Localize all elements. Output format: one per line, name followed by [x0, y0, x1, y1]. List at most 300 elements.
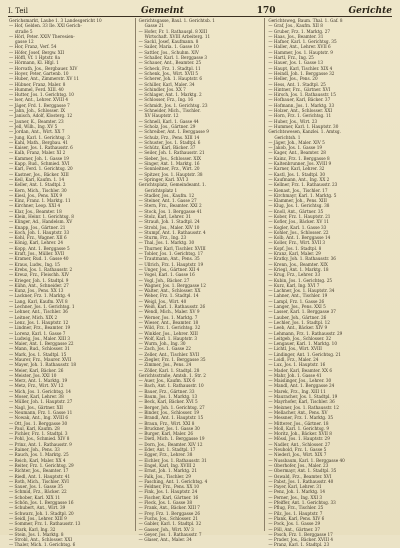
directory-entry: — Obermayr, Ant. 1. Stadtpl. 35 [268, 468, 337, 474]
directory-entry: — Thal, Jos. 1. Marktg. 30 [138, 240, 195, 246]
directory-entry: — Stark, Karl, Ing. 32 [9, 526, 56, 532]
directory-entry: — Hübner, Franz, Maler. 8 [9, 81, 66, 87]
directory-entry: — Kern, Mich., Tischler. 30 [9, 187, 67, 193]
directory-entry: — Meister, Jos. XXI 10 [9, 372, 57, 378]
directory-entry: — Frank, Ant., Bäcker. XIII 7 [138, 505, 200, 511]
directory-entry: — Keil, Karl, Kaufm. 1. 14 [9, 176, 65, 182]
directory-entry: Gerichtsplatz 1 [144, 187, 178, 193]
directory-entry: — Kramer, Rud. 1. Gasse 40 [9, 256, 69, 262]
directory-entry: — Lehmann, Frz. 1. Rathausstr. 29 [268, 330, 343, 336]
directory-entry: — Kienast, Jos., Tischler. 17 [268, 187, 328, 193]
directory-entry: — Metz, Frz., Wirt. XV 12 [9, 383, 64, 389]
directory-entry: — Krenn, Jos., Beamter. XIX [268, 261, 328, 267]
directory-entry: — Schindler, Jos. XX 7 [138, 86, 186, 92]
directory-entry: — Kolb, Ant. 1. Berggasse 14 [268, 235, 331, 241]
directory-entry: — Mellacher, Ant., Pens. XV [268, 409, 328, 415]
directory-entry: — Engel, Karl, Ing. XVIII 2 [138, 462, 196, 468]
directory-entry: — Klein, Heinr. 1. Gerichtsg. 8 [9, 213, 74, 219]
directory-entry: — Kraus, Ludw., Ing. 15 [9, 261, 60, 267]
directory-entry: — Scholz, Jos., Gärtner. 29 [138, 123, 196, 129]
directory-entry: — Lorenz, Karl. 1. Gasse 7 [9, 330, 66, 336]
directory-entry: — Kinz, Franz. 1. Marktg. 11 [9, 198, 71, 204]
directory-entry: — Mitterer, Jos., Gärtner. 18 [268, 420, 329, 426]
directory-entry: — Perner, Jos., Ing. XXI 3 [268, 494, 322, 500]
directory-entry: — Pilz, Jos. 1. Hauptstr. 7 [268, 510, 323, 516]
directory-entry: — Hummer, Karl. 1. Hauptstr. 30 [268, 123, 339, 129]
directory-entry: — Schwarz, Joh. 1. Stadtpl. 20 [9, 510, 74, 516]
directory-entry: — Sommer, Frz. 1. Rathausstr. 13 [9, 521, 81, 527]
directory-entry: — Leitner, Mich. XIX 2 [9, 314, 58, 320]
directory-entry: — Höffl, Vf. 1 Hptstr. 8a [9, 55, 60, 61]
directory-entry: — Jung, Karl. 1. Gerichtsg. 3 [9, 134, 70, 140]
directory-entry: — Hofbauer, Karl, Bäcker. 37 [268, 97, 331, 103]
directory-entry: — Neumann, Frz. 1. Gasse 11 [9, 409, 73, 415]
directory-entry: — Maurer, Frz., Maurer. XVII [9, 357, 72, 362]
directory-entry: — Schütz, Karl, Bäcker. 37 [138, 145, 196, 151]
directory-entry: — Baum, Jos. 1. Marktg. 13 [138, 394, 198, 400]
directory-entry: — Richter, Jos., Beamter. 17 [9, 468, 69, 474]
directory-entry: — Kofler, Jos., Bäcker. XV 11 [268, 219, 330, 225]
directory-entry: — Strobl, Ant., Schlosser. XXI [9, 537, 73, 543]
directory-entry: — Thaler, Mich. 1. Gerichtsg. 6 [9, 542, 76, 548]
directory-entry: — Hof, Gelden. 33 Ile. XXI Gerich- [9, 23, 82, 29]
directory-entry: — Kopf, Jos. 1. Stadtpl. 8 [268, 245, 322, 251]
directory-entry: — Falk, Jos., Tischler. 29 [138, 473, 191, 479]
directory-entry: — Mann, Rud., Schlosser. 31 [9, 346, 70, 352]
directory-entry: — Jäger, Joh., Maler. XIV 5 [268, 139, 325, 145]
directory-entry: — Höfer, Josef, Bergw. XII [9, 49, 65, 55]
directory-entry: — Lenz, Jos. 1. Hauptstr. 12 [9, 319, 69, 325]
directory-entry: — Sonnleitner, Frz., Wirt. 20 [138, 166, 200, 172]
directory-entry: — Ziegler, Frz. 1. Berggasse 35 [138, 357, 206, 362]
directory-entry: — Lasser, Karl. 1. Berggasse 37 [268, 309, 336, 315]
directory-entry: — Moritz, Joh., Bäcker. XVII 8 [268, 431, 332, 437]
directory-entry: — Pflug, Frz., Tischler. 25 [268, 505, 324, 511]
directory-entry: — Kalb, Franz, Maler. XI 2 [9, 150, 66, 156]
directory-entry: — Schmidt, Jos. 1. Gerichtsg. 23 [138, 102, 208, 108]
directory-entry: — Graf, Jos., Kaufm. XII 8 [268, 23, 323, 29]
directory-entry: — Krieger, Joh. 1. Stadtpl. 9 [9, 277, 69, 283]
directory-entry: — Jahn, Joh., Schlosser. IX [9, 108, 66, 114]
directory-entry: — Stock, Jos. 1. Berggasse 41 [138, 208, 202, 214]
directory-entry: — Weigl, Jos., Wirt. 40 [138, 298, 187, 304]
directory-entry: — Oberhofer, Jos., Maler. 23 [268, 462, 329, 468]
directory-entry: — Klinger, Ad., Handelsm. XV [9, 219, 73, 225]
directory-entry: — Fischer, Karl, Gärtner. 16 [138, 494, 199, 500]
directory-entry: — Ullrich, Frz. 1. Hauptstr. 19 [138, 261, 204, 267]
directory-entry: — Fuchs, Jos., Schlosser. 21 [138, 515, 199, 521]
directory-entry: — Rainer, Joh., Pens. 33 [9, 447, 60, 453]
directory-entry: — Hofmann, Jos. 1. Marktg. 33 [268, 102, 335, 108]
directory-entry: — Kubin, Jos. 1. Gerichtsg. 25 [268, 277, 333, 283]
directory-entry: — Egger, Frz., Lehrer. 38 [138, 452, 193, 458]
directory-entry: — Horvath, Jos., Bergbauer. XIV [9, 65, 78, 71]
directory-entry: Gerichtsstraße, Amtsh. 1. Str. 2 [138, 372, 206, 378]
directory-entry: — Lindinger, Ant. 1. Gerichtsg. 21 [268, 351, 341, 357]
directory-entry: — Mandl, Ant. 1. Berggasse 24 [268, 383, 335, 389]
directory-entry: — Niederl, Jos., Wirt. XIX 7 [268, 452, 327, 458]
directory-entry: — Lechler, Jos. 1. Stadtpl. 12 [268, 319, 330, 325]
directory-entry: — Pfeiffer, Ant. 1. Gerichtsg. 33 [268, 500, 336, 506]
directory-entry: — Iser, Ant., Lehrer. XVIII 4 [9, 97, 69, 103]
directory-entry: — Kraft, Jos., Müller. XVII [9, 251, 65, 257]
directory-entry: — Wagner, Jos. 1. Berggasse 12 [138, 282, 206, 288]
directory-entry: — Kohler, Jos., Schlosser. 22 [268, 229, 329, 235]
directory-entry: — Ernst, Joh. 1. Marktg. 21 [138, 468, 198, 474]
directory-entry: — Wild, Frz. 1. Gerichtsg. 32 [138, 325, 201, 331]
directory-entry: — Kirchmayr, Karl. 1. Marktg. 5 [268, 192, 337, 198]
directory-entry: — Vogl, Joh., Bäcker. 27 [138, 277, 190, 283]
directory-entry: — Keller, Ant. 1. Stadtpl. 2 [9, 182, 66, 188]
directory-entry: — König, Karl, Lehrer. 24 [9, 240, 64, 246]
directory-entry: Gerichtsgasse, Baul. 1. Gerichtsb. 1 [138, 18, 215, 23]
directory-entry: — Lauber, Joh., Gärtner. 26 [268, 314, 327, 320]
directory-entry: — Hörl, Peter. XXIV Theresien- [9, 33, 75, 39]
directory-entry: — Kohl, Frz., Wagner. XII 6 [9, 235, 67, 241]
directory-entry: — Gasser, Joh., Wirt. XV 3 [138, 526, 194, 532]
directory-entry: — Pöll, Ant., Gärtner. 37 [268, 526, 321, 532]
directory-entry: — Lampl, Frz. 1. Gasse 26 [268, 298, 325, 304]
directory-entry: Gerichtsweg, Baum. Thal. 1. Gaf. 8 [268, 18, 343, 23]
directory-entry: — Schuster, Jos. 1. Stadtpl. 6 [138, 139, 201, 145]
directory-entry: — Nussbaum, Karl. 1. Berggasse 40 [268, 457, 345, 463]
directory-entry: — Kellner, Frz. 1. Rathausstr. 23 [268, 182, 338, 188]
directory-entry: — Kastner, Jos., Bäcker. XIII [9, 171, 69, 177]
directory-entry: — Ludwig, Jos., Maler. XIII 3 [9, 335, 71, 341]
directory-entry: — Dietl, Mich. 1. Berggasse 19 [138, 436, 205, 442]
directory-entry: — Dorn, Jos., Beamter. XIV 12 [138, 441, 203, 447]
directory-entry: — Stadler, Jos., Kaufm. 12 [138, 192, 195, 198]
directory-entry: — Nadler, Ant., Schlosser. 27 [268, 441, 331, 447]
directory-entry: — Spitzer, Jos. 1. Hauptstr. 38 [138, 171, 203, 177]
directory-entry: — Schlager, Ant. 1. Marktg. 2 [138, 92, 202, 98]
directory-entry: — Schenk, Jos., Wirt. XVII 5 [138, 70, 199, 76]
directory-entry: — Stumpf, Ant. 1. Rathausstr. 4 [138, 229, 206, 235]
column-2 [136, 18, 266, 543]
directory-entry: — Kager, Ant., Beamter. 28 [268, 150, 326, 156]
directory-entry: — Wieser, Ant., Beamter. 18 [138, 319, 199, 325]
directory-entry: — Walter, Ant., Schlosser. XX [138, 288, 201, 294]
directory-entry: — Merz, Ant. 1. Marktg. 19 [9, 378, 68, 384]
directory-entry: — Haas, Jos., Beamter. 31 [268, 33, 324, 39]
directory-entry: — Marek, Frz., Ing. XIII 11 [268, 388, 326, 394]
directory-entry: — Lindner, Frz., Beamter. 19 [9, 325, 71, 331]
directory-entry: — Zach, Jos. 1. Gasse 22 [138, 346, 191, 352]
directory-entry: Wirtschaft. XVIII Arbeiterg. 11 [144, 33, 211, 39]
directory-entry: — Kogler, Karl. 1. Gasse 33 [268, 224, 327, 230]
directory-entry: Gasse 21 [144, 23, 164, 29]
directory-entry: — Lang, Karl, Kaufm. XVI 8 [9, 298, 68, 304]
page-header [8, 3, 392, 17]
directory-entry: — Auer, Jos., Kaufm. XIX 6 [138, 378, 196, 384]
directory-entry: — Huber, Ant., Zimmerstr. XV 11 [9, 76, 79, 82]
directory-entry: — Heller, Jos., Pens. 20 [268, 76, 318, 82]
directory-entry: — Knapp, Jos., Gärtner. 21 [9, 224, 66, 230]
directory-entry: — Holzer, Ant., Schlosser. XXI [268, 108, 333, 114]
directory-entry: — Vogel, Karl. 1. Gasse 16 [138, 272, 195, 278]
directory-entry: — Kiesl, Jos., Pens. XIX 9 [9, 192, 63, 198]
directory-entry: — Hor, Franz, Verf. 54 [9, 44, 57, 50]
directory-entry: — Kaltenbrunner, Jos. XVIII 9 [268, 161, 332, 167]
directory-entry: — Haupt, Karl, Tischler. XIX 4 [268, 65, 333, 71]
directory-entry: — Klug, Jos. 1. Gerichtsg. 38 [268, 203, 330, 209]
directory-entry: — Maislinger, Jos., Lehrer. 30 [268, 378, 332, 384]
directory-entry: — Hartl, Frz., Ing. 25 [268, 55, 314, 61]
directory-entry: — Hoyer, Peter, Gartenb. 10 [9, 70, 69, 76]
directory-entry: — Knoll, Ant., Gärtner. 35 [268, 208, 324, 214]
directory-entry: — Scheck, Frz. 1. Stadtpl. 11 [138, 65, 201, 71]
directory-entry: — Hess, Ant. 1. Stadtpl. 25 [268, 81, 326, 87]
directory-entry: — Kahl, Math., Bergbau. 41 [9, 139, 69, 145]
directory-entry: — Pabst, Jos. 1. Rathausstr. 40 [268, 478, 334, 484]
directory-entry: — Pohl, Jos., Schmied. XIV 8 [9, 436, 70, 442]
directory-entry: — Hutter, Jos. 1. Gerichtsg. 10 [9, 92, 74, 98]
directory-entry: — Mayrhofer, Karl, Tischler. 36 [268, 399, 335, 405]
directory-entry: — Schlosser, Frz., Ing. 16 [138, 97, 194, 103]
directory-entry: — Mahr, Joh. 1. Gasse 41 [268, 372, 322, 378]
directory-entry: — Wendl, Mich., Maler. XV 9 [138, 309, 200, 315]
directory-entry: — Werner, Jos. 1. Marktg. 7 [138, 314, 198, 320]
directory-entry: — Mader, Karl, Beamter. XX 6 [268, 367, 332, 373]
directory-entry: — Pichler, Frz. 1. Stadtpl. 3 [9, 431, 68, 437]
directory-entry: — Gabler, Karl. 1. Stadtpl. 32 [138, 521, 202, 527]
directory-entry: — Burger, Karl, Maler. 26 [138, 431, 194, 437]
directory-entry: — Hammer, Jos. 1. Hauptstr. 9 [268, 49, 333, 55]
directory-entry: — Horn, Frz. 1. Gerichtsg. 11 [268, 113, 332, 119]
directory-entry: — Prinz, Ant. 1. Rathausstr. 9 [9, 441, 72, 447]
directory-entry: — Meixner, Jos. 1. Rathausstr. 12 [268, 404, 339, 410]
directory-entry: — Payer, Karl, Lehrer. 31 [268, 484, 322, 490]
directory-entry: — Hirsch, Jos. 1. Rathausstr. 15 [268, 92, 336, 98]
directory-entry: — Kaiser, Jos. 1. Rathausstr. 6 [9, 145, 73, 151]
directory-entry: — Braun, Frz., Wirt. XXI 8 [138, 420, 195, 426]
directory-entry: — Schulz, Frz., Pens. XIII 14 [138, 134, 200, 140]
directory-entry: — Lahner, Ant., Tischler. 19 [268, 293, 328, 299]
directory-entry: — Pock, Jos. 1. Gasse 29 [268, 521, 321, 527]
directory-entry: — Stolz, Karl, Lehrer. 31 [138, 213, 192, 219]
directory-entry: — Eder, Ant. 1. Stadtpl. 17 [138, 447, 196, 453]
directory-entry: — Brandl, Ant. 1. Hauptstr. 15 [138, 415, 204, 421]
directory-entry: — Bach, Ant. 1. Rathausstr. 10 [138, 383, 204, 389]
directory-entry: — Kreuz, Frz., Fleischh. XIV [9, 272, 70, 278]
directory-entry: — Ott, Jos. 1. Berggasse 30 [9, 420, 68, 426]
directory-entry: — Stern, Frz., Beamter. XXI 2 [138, 203, 202, 209]
directory-entry: — Kriegl, Ant. 1. Marktg. 18 [268, 266, 329, 272]
directory-entry: — Tobler, Jos. 1. Gerichtsg. 17 [138, 251, 203, 257]
directory-entry: — Janisch, Adolf, Klosterg. 12 [9, 113, 73, 119]
directory-entry: — Schnell, Karl. 1. Gasse 44 [138, 118, 199, 124]
directory-entry: — Pranz, Karl. 1. Stadtpl. 23 [268, 542, 330, 548]
directory-entry: — Mayer, Joh. 1. Rathausstr. 18 [9, 362, 77, 368]
directory-entry: — Roth, Mich., Tischler. XVI [9, 478, 69, 484]
directory-entry: — Mauracher, Jos. 1. Stadtpl. 19 [268, 394, 338, 400]
directory-entry: — Mich, Jos. 1. Gerichtsg. 14 [9, 388, 71, 394]
directory-entry: — Kratky, Joh. 1. Rathausstr. 36 [268, 256, 336, 262]
directory-entry: — Jauner, K., Beamter. 23 [9, 118, 64, 124]
directory-columns [6, 18, 394, 548]
directory-entry: — Hafner, Karl. 1. Gerichtsg. 35 [268, 39, 337, 45]
directory-entry: — Maier, Ant. 1. Berggasse 22 [9, 341, 74, 347]
directory-entry: — Kober, Frz. 1. Hauptstr. 21 [268, 213, 331, 219]
directory-entry: — Kapp, Rud., Schmied. XVI [9, 161, 70, 167]
directory-entry: — Meier, Karl, Bäcker. 26 [9, 367, 64, 373]
directory-entry: — Strauß, Joh. 1. Stadtpl. 24 [138, 219, 200, 225]
directory-entry: — Paul, Karl, Kaufm. 28 [9, 425, 60, 431]
directory-entry: — Lechner, Jos. 1. Gerichtsg. 1 [9, 304, 75, 310]
directory-entry: — Lichtl, Jos., Wirt. XVIII [268, 346, 322, 352]
directory-entry: — Binder, Jos., Schlosser. 19 [138, 409, 200, 415]
directory-entry: Gerichtsplatz, Gemeindeamt. 1. [138, 182, 207, 188]
directory-entry: — Leitgeb, Jos., Schlosser. 32 [268, 335, 332, 341]
directory-entry: — Klammer, Joh., Pens. XIII [268, 198, 327, 204]
directory-entry: — Kainz, Frz. 1. Berggasse 8 [268, 155, 330, 161]
directory-entry: — Zöller, Karl. 1. Stadtpl. 28 [138, 367, 200, 373]
directory-entry: — Leeb, Ant., Bäcker. XIV 9 [268, 325, 328, 331]
directory-entry: — Seidl, Jos., Lehrer. XIII 9 [9, 515, 67, 521]
directory-entry: — Lengauer, Karl. 1. Marktg. 10 [268, 341, 338, 347]
directory-entry: straße 5 [15, 28, 33, 34]
directory-entry: — Sauer, Jos. 1. Gasse 35 [9, 484, 63, 490]
header-right-keyword: Gerichte [348, 6, 392, 16]
directory-entry: — Wolf, Karl. 1. Hauptstr. 3 [138, 335, 197, 341]
directory-entry: — Sailer, Maria. 1. Gasse 10 [138, 44, 199, 50]
column-3 [265, 18, 394, 548]
directory-entry: — Heindl, Joh. 1. Berggasse 32 [268, 70, 335, 76]
directory-entry: — Zeller, Ant., Tischler. XVII [138, 351, 199, 357]
directory-entry: — Schubert, Ant., Wirt. 39 [9, 505, 66, 511]
directory-entry: XV Hauptstr. 12 [144, 113, 179, 119]
directory-entry: — Nagl, Jos., Gärtner. XII [9, 404, 63, 410]
directory-entry: — Strobl, Jos., Maler. XIV 10 [138, 224, 200, 230]
directory-entry: — Bruckner, Jos. 1. Gasse 30 [138, 425, 200, 431]
directory-entry: — Schiller, Karl, Maler. 34 [138, 81, 195, 87]
directory-entry: — Kirchner, Leop. XXI 4 [9, 203, 61, 209]
directory-entry: — Riedl, Ant. 1. Hauptstr. 41 [9, 473, 71, 479]
page-number: 170 [256, 6, 276, 16]
directory-entry: — Weber, Frz. 1. Stadtpl. 14 [138, 293, 199, 299]
directory-entry: — Singer, Ant. 1. Marktg. 16 [138, 161, 200, 167]
directory-entry: — Neuhold, Frz. 1. Gasse 5 [268, 447, 327, 453]
directory-entry: — Hörmann, Kl. Hfgl. 1 [9, 60, 59, 66]
directory-entry: — Unger, Jos., Gärtner. XII 4 [138, 266, 200, 272]
directory-entry: — Feldner, Frz., Pens. XX 10 [138, 484, 200, 490]
directory-entry: — Jell, Wilh., Ing. XV 5 [9, 123, 58, 129]
directory-entry: — Langer, Jos., Pens. XXI 5 [268, 304, 326, 310]
directory-entry: — Sattler, Jos., Schuhm. XIV [138, 49, 199, 55]
directory-entry: Gerichsmarkt, Laube 1. 3 Landesgericht 10 [9, 18, 102, 23]
directory-entry: — Huber, Jos., Wirt. 23 [268, 118, 318, 124]
directory-entry: — Weiß, Karl. 1. Rathausstr. 26 [138, 304, 206, 310]
directory-entry: — Zimmer, Jos., Pens. 24 [138, 362, 192, 368]
directory-entry: — Berger, Joh. 1. Gerichtsg. 27 [138, 404, 205, 410]
directory-entry: — Rauch, Jos. 1. Marktg. 25 [9, 452, 69, 458]
directory-entry: — Frey, Frz. 1. Berggasse 26 [138, 510, 200, 516]
directory-entry: — Plank, Karl, Pens. XIV 6 [268, 515, 325, 521]
header-part-label: I. Teil [8, 7, 28, 15]
directory-entry: — Kranz, Karl, Maler. 29 [268, 251, 321, 257]
directory-entry: — Sturm, Frz., Ing. 23 [138, 235, 187, 241]
directory-entry: — Krebs, Jos. 1. Rathausstr. 2 [9, 266, 73, 272]
directory-entry: — Lux, Jos. 1. Hauptstr. 16 [268, 362, 326, 368]
directory-entry: Gerichtsh. 1 [274, 134, 301, 140]
directory-entry: — Jäger, Frd. 1. Berggasse 7 [9, 102, 70, 108]
directory-entry: — Wurm, Joh., Ing. 30 [138, 341, 186, 347]
directory-entry: — Müller, Joh. 1. Hauptstr. 27 [9, 399, 73, 405]
directory-entry: — Kastl, Jos. 1. Stadtpl. 30 [268, 171, 326, 177]
directory-entry: — Bauer, Frz., Gärtner. 33 [138, 388, 195, 394]
directory-entry: — Hofer, Fr. 1. Rathauspl. 8 XIII [138, 28, 208, 34]
directory-entry: — Stein, Jos. 1. Marktg. 8 [9, 531, 64, 537]
directory-entry: — Nowak, Ant., Ing. XVIII 6 [9, 415, 69, 421]
directory-entry: — Jordan, Ant., Wirt. XX 7 [9, 129, 65, 135]
directory-entry: — Oswald, Frz., Beamter. XVI [268, 473, 332, 479]
directory-entry: — Krug, Frz., Lehrer. 33 [268, 272, 321, 278]
directory-entry: — Hintner, Frz., Gärtner. XVI [268, 86, 331, 92]
header-left-keyword: Gemeint [140, 6, 184, 16]
directory-entry: Gerichtswesen, Kanzlei. 1. Amtsg. [268, 129, 341, 135]
directory-entry: — Kopp, Ant. 1. Berggasse 5 [9, 245, 70, 251]
directory-entry: — Kühn, Ant., Schneider. 27 [9, 282, 69, 288]
directory-entry: — Karner, Karl, Lehrer. 32 [268, 166, 325, 172]
directory-entry: — Schmid, Frz., Bäcker. 22 [9, 489, 67, 495]
directory-entry: — Messner, Frz. 1. Marktg. 35 [268, 415, 334, 421]
directory-entry: — Koch, Joh. 1. Hauptstr. 33 [9, 229, 70, 235]
directory-entry: — Lachner, Jos. 1. Hauptstr. 34 [268, 288, 335, 294]
directory-entry: — Fasching, Ant. 1. Gerichtsg. 4 [138, 478, 208, 484]
directory-entry: — Mössl, Jos. 1. Hauptstr. 29 [268, 436, 330, 442]
directory-entry: — Gruber, Frz. 1. Marktg. 27 [268, 28, 331, 34]
directory-entry: — Beck, Karl, Bäcker. XVI 5 [138, 399, 198, 405]
directory-entry: — Thurner, Karl, Tischler. XVIII [138, 245, 206, 251]
directory-entry: — Kaufmann, Ant., Ing. XX 2 [268, 176, 330, 182]
directory-entry: — Trautmann, Ant., Pens. 35 [138, 256, 200, 262]
directory-entry: — Moser, Karl, Lehrer. 38 [9, 394, 64, 400]
directory-entry: — Eichler, Jos. 1. Rathausstr. 31 [138, 457, 207, 463]
directory-entry: — Glaser, Ant., Maler. 34 [138, 537, 192, 543]
column-1 [6, 18, 136, 548]
directory-entry: — Penz, Joh. 1. Marktg. 14 [268, 489, 326, 495]
directory-entry: — Lackner, Frz. 1. Marktg. 4 [9, 293, 71, 299]
directory-entry: — Schauer, Ant., Beamter. 25 [138, 60, 202, 66]
directory-entry: — Hauer, Jos. 1. Gasse 13 [268, 60, 324, 66]
directory-entry: — Geyer, Jos. 1. Rathausstr. 7 [138, 531, 202, 537]
directory-entry: — Hummel, Ferd. XIII. 40 [9, 86, 64, 92]
directory-entry: — Lehner, Ant., Tischler. 36 [9, 309, 68, 315]
directory-entry: — Kunz, Jos., Pens. XX 13 [9, 288, 64, 294]
directory-entry: — Prader, Jos., Bäcker. XVIII 4 [268, 537, 333, 543]
directory-entry: — Scherer, Joh. 1. Hauptstr. 6 [138, 76, 203, 82]
directory-entry: — Springer, Karl. XVI 3 [138, 176, 189, 182]
directory-entry: — Reiter, Frz. 1. Gerichtsg. 29 [9, 462, 74, 468]
directory-entry: — Jakob, Jos. 1. Gasse 19 [268, 145, 323, 151]
directory-entry: — Schön, Jos. 1. Berggasse 16 [9, 500, 74, 506]
directory-entry: gasse 12 [15, 39, 34, 45]
directory-entry: — Steiner, Ant. 1. Gasse 27 [138, 198, 197, 204]
directory-entry: — Loidl, Frz., Maler. 24 [268, 357, 319, 362]
directory-entry: — Koller, Frz., Wirt. XVII 3 [268, 240, 326, 246]
directory-entry: — Posch, Frz. 1. Berggasse 17 [268, 531, 333, 537]
directory-entry: — Schober, Karl. XIX 11 [9, 494, 61, 500]
directory-entry: — Winkler, Jos., Lehrer. XIII [138, 330, 198, 336]
directory-entry: — Sieber, Jos., Schlosser. XIX [138, 155, 201, 161]
directory-entry: — Haller, Ant., Lehrer. XVII 6 [268, 44, 331, 50]
directory-entry: — Fleck, Jos. 1. Gasse 38 [138, 500, 193, 506]
directory-entry: — Klar, Jos., Beamter. 18 [9, 208, 62, 214]
directory-entry: — Kurz, Karl, Ing. XVI 7 [268, 282, 320, 288]
directory-entry: — Moll, Karl. 1. Gerichtsg. 9 [268, 425, 330, 431]
directory-entry: — Fink, Jos. 1. Hauptstr. 24 [138, 489, 198, 495]
directory-entry: — Seiler, Joh. 1. Rathausstr. 21 [138, 150, 205, 156]
